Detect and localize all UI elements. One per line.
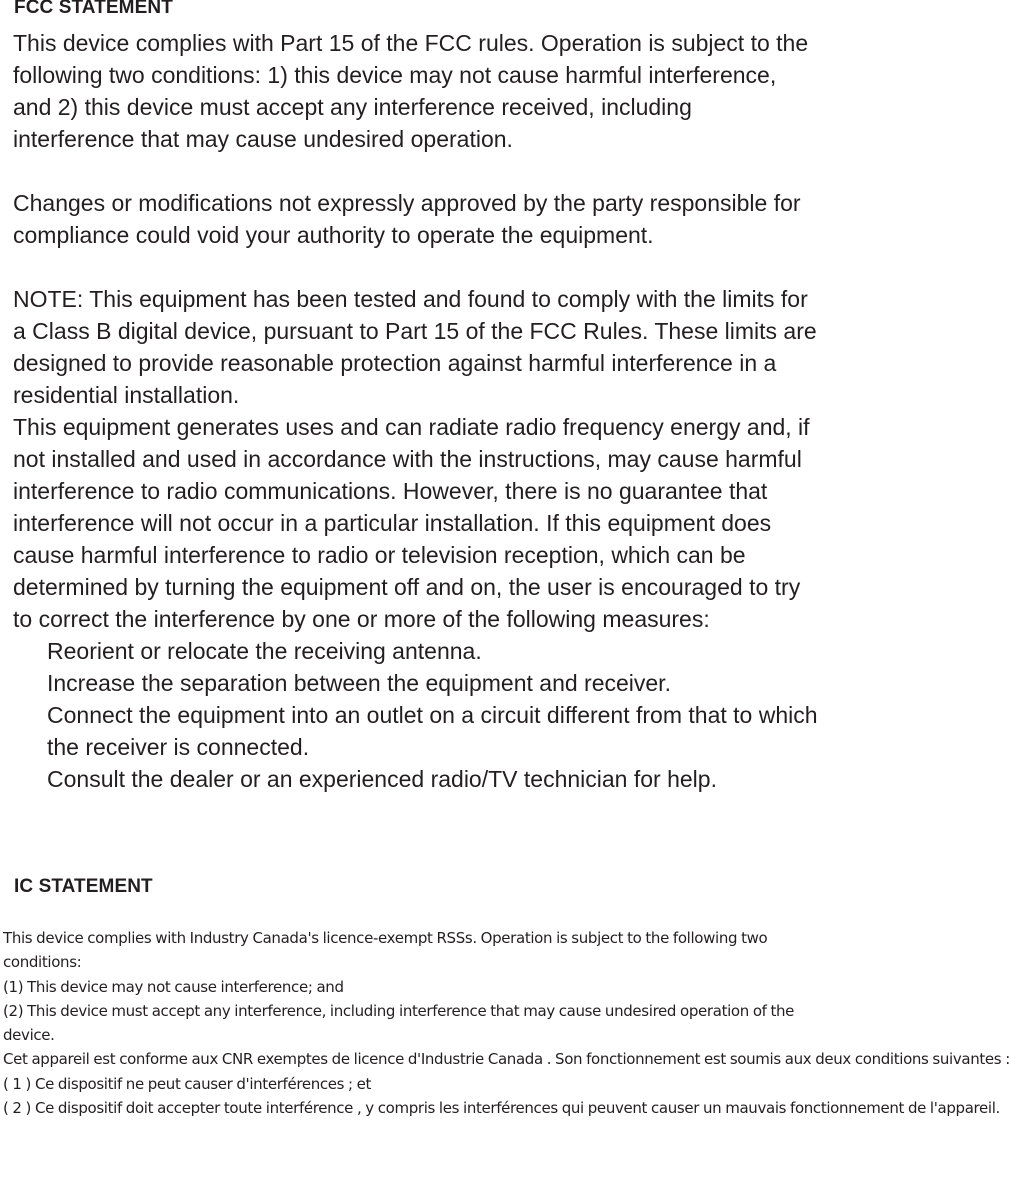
ic-french-condition-2: ( 2 ) Ce dispositif doit accepter toute interférence , y compris les interférences qui peuvent causer un mauvais fonctionnement de l'appareil. [3, 1099, 1000, 1118]
fcc-note-paragraph: NOTE: This equipment has been tested and found to comply with the limits for a Class B digital device, pursuant to Part 15 of the FCC Rules. These limits are designed to provide reasonable protection against harmful interference in a residential installation. [13, 286, 817, 408]
ic-english-condition-2: (2) This device must accept any interference, including interference that may cause undesired operation of the device. [3, 1001, 795, 1045]
fcc-measure-item: Consult the dealer or an experienced radio/TV technician for help. [47, 766, 717, 792]
fcc-statement-body [13, 27, 913, 795]
ic-statement-body [3, 926, 1027, 1120]
paragraph-spacer [13, 251, 913, 283]
fcc-interference-paragraph: This equipment generates uses and can radiate radio frequency energy and, if not installed and used in accordance with the instructions, may cause harmful interference to radio communications. However, there is no guarantee that interference will not occur in a particular installation. If this equipment does cause harmful interference to radio or television reception, which can be determined by turning the equipment off and on, the user is encouraged to try to correct the interference by one or more of the following measures: [13, 414, 810, 632]
fcc-measure-item: Reorient or relocate the receiving antenna. [47, 638, 482, 664]
ic-english-condition-1: (1) This device may not cause interference; and [3, 977, 344, 996]
fcc-statement-heading: FCC STATEMENT [14, 0, 173, 18]
ic-french-condition-1: ( 1 ) Ce dispositif ne peut causer d'interférences ; et [3, 1074, 372, 1093]
fcc-measure-item: Connect the equipment into an outlet on a circuit different from that to which the receiver is connected. [47, 702, 818, 760]
paragraph-spacer [13, 155, 913, 187]
ic-french-intro: Cet appareil est conforme aux CNR exemptes de licence d'Industrie Canada . Son fonctionnement est soumis aux deux conditions suivantes : [3, 1050, 1010, 1069]
fcc-compliance-paragraph: This device complies with Part 15 of the FCC rules. Operation is subject to the following two conditions: 1) this device may not cause harmful interference, and 2) this device must accept any interference received, including interference that may cause undesired operation. [13, 30, 809, 152]
ic-statement-heading: IC STATEMENT [14, 876, 153, 897]
fcc-modifications-paragraph: Changes or modifications not expressly approved by the party responsible for compliance could void your authority to operate the equipment. [13, 190, 801, 248]
ic-english-intro: This device complies with Industry Canada's licence-exempt RSSs. Operation is subject to the following two conditions: [3, 929, 768, 972]
fcc-measure-item: Increase the separation between the equipment and receiver. [47, 670, 671, 696]
